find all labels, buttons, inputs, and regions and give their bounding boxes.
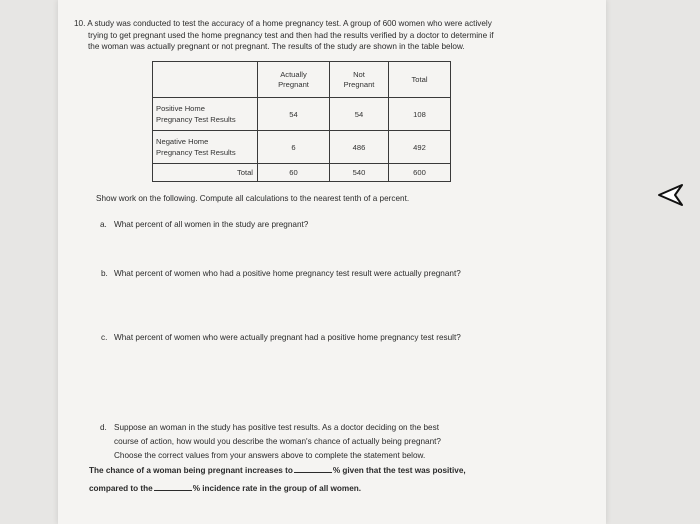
table-header-row [153,62,451,98]
part-c-text: What percent of women who were actually pregnant had a positive home pregnancy test result? [114,333,461,342]
table-corner-cell [153,62,258,98]
cell-negative-not-pregnant: 486 [330,131,389,164]
header-line: Actually [280,69,307,79]
total-row-label: Total [153,164,258,182]
intro-line-2: trying to get pregnant used the home pregnancy test and then had the results verified by a doctor to determine if [88,30,494,40]
cell-negative-pregnant: 6 [258,131,330,164]
header-line: Pregnant [278,79,309,89]
row-label-positive [153,98,258,131]
part-d-letter: d. [100,423,107,432]
cell-negative-total: 492 [389,131,451,164]
part-d-line-3: Choose the correct values from your answers above to complete the statement below. [114,451,426,460]
statement-1-end: % given that the test was positive, [332,466,466,475]
arrow-cursor-icon [657,183,685,209]
intro-line-1: A study was conducted to test the accuracy of a home pregnancy test. A group of 600 women who were actively [87,19,492,28]
statement-line-2 [89,485,361,493]
blank-incidence-rate-percent[interactable] [154,490,192,491]
statement-2-end: % incidence rate in the group of all women. [192,484,362,493]
header-total: Total [389,62,451,98]
part-c-letter: c. [101,333,108,342]
part-a-letter: a. [100,220,107,229]
statement-line-1 [89,467,466,475]
header-not-pregnant [330,62,389,98]
part-a-text: What percent of all women in the study are pregnant? [114,220,309,229]
table-row [153,131,451,164]
blank-positive-test-percent[interactable] [294,472,332,473]
header-line: Not [353,69,365,79]
total-not-pregnant: 540 [330,164,389,182]
row-label-line: Positive Home [156,104,205,113]
row-label-line: Negative Home [156,137,209,146]
row-label-negative [153,131,258,164]
cell-positive-not-pregnant: 54 [330,98,389,131]
instructions-text: Show work on the following. Compute all calculations to the nearest tenth of a percent. [96,194,410,203]
part-d-line-1: Suppose an woman in the study has positive test results. As a doctor deciding on the best [114,423,439,432]
part-b-text: What percent of women who had a positive home pregnancy test result were actually pregnant? [114,269,461,278]
cell-positive-pregnant: 54 [258,98,330,131]
intro-line-3: the woman was actually pregnant or not pregnant. The results of the study are shown in the table below. [88,42,465,51]
part-d-line-2: course of action, how would you describe the woman's chance of actually being pregnant? [114,437,441,446]
statement-2-start: compared to the [89,484,153,493]
question-number: 10. [74,19,86,28]
statement-1-start: The chance of a woman being pregnant increases to [89,466,293,475]
total-pregnant: 60 [258,164,330,182]
row-label-line: Pregnancy Test Results [156,115,236,124]
table-row [153,98,451,131]
part-b-letter: b. [101,269,108,278]
header-line: Pregnant [343,79,375,89]
table-total-row [153,164,451,182]
study-results-table [152,61,451,182]
cell-positive-total: 108 [389,98,451,131]
total-all: 600 [389,164,451,182]
row-label-line: Pregnancy Test Results [156,148,236,157]
header-actually-pregnant [258,62,330,98]
question-intro [74,18,546,53]
